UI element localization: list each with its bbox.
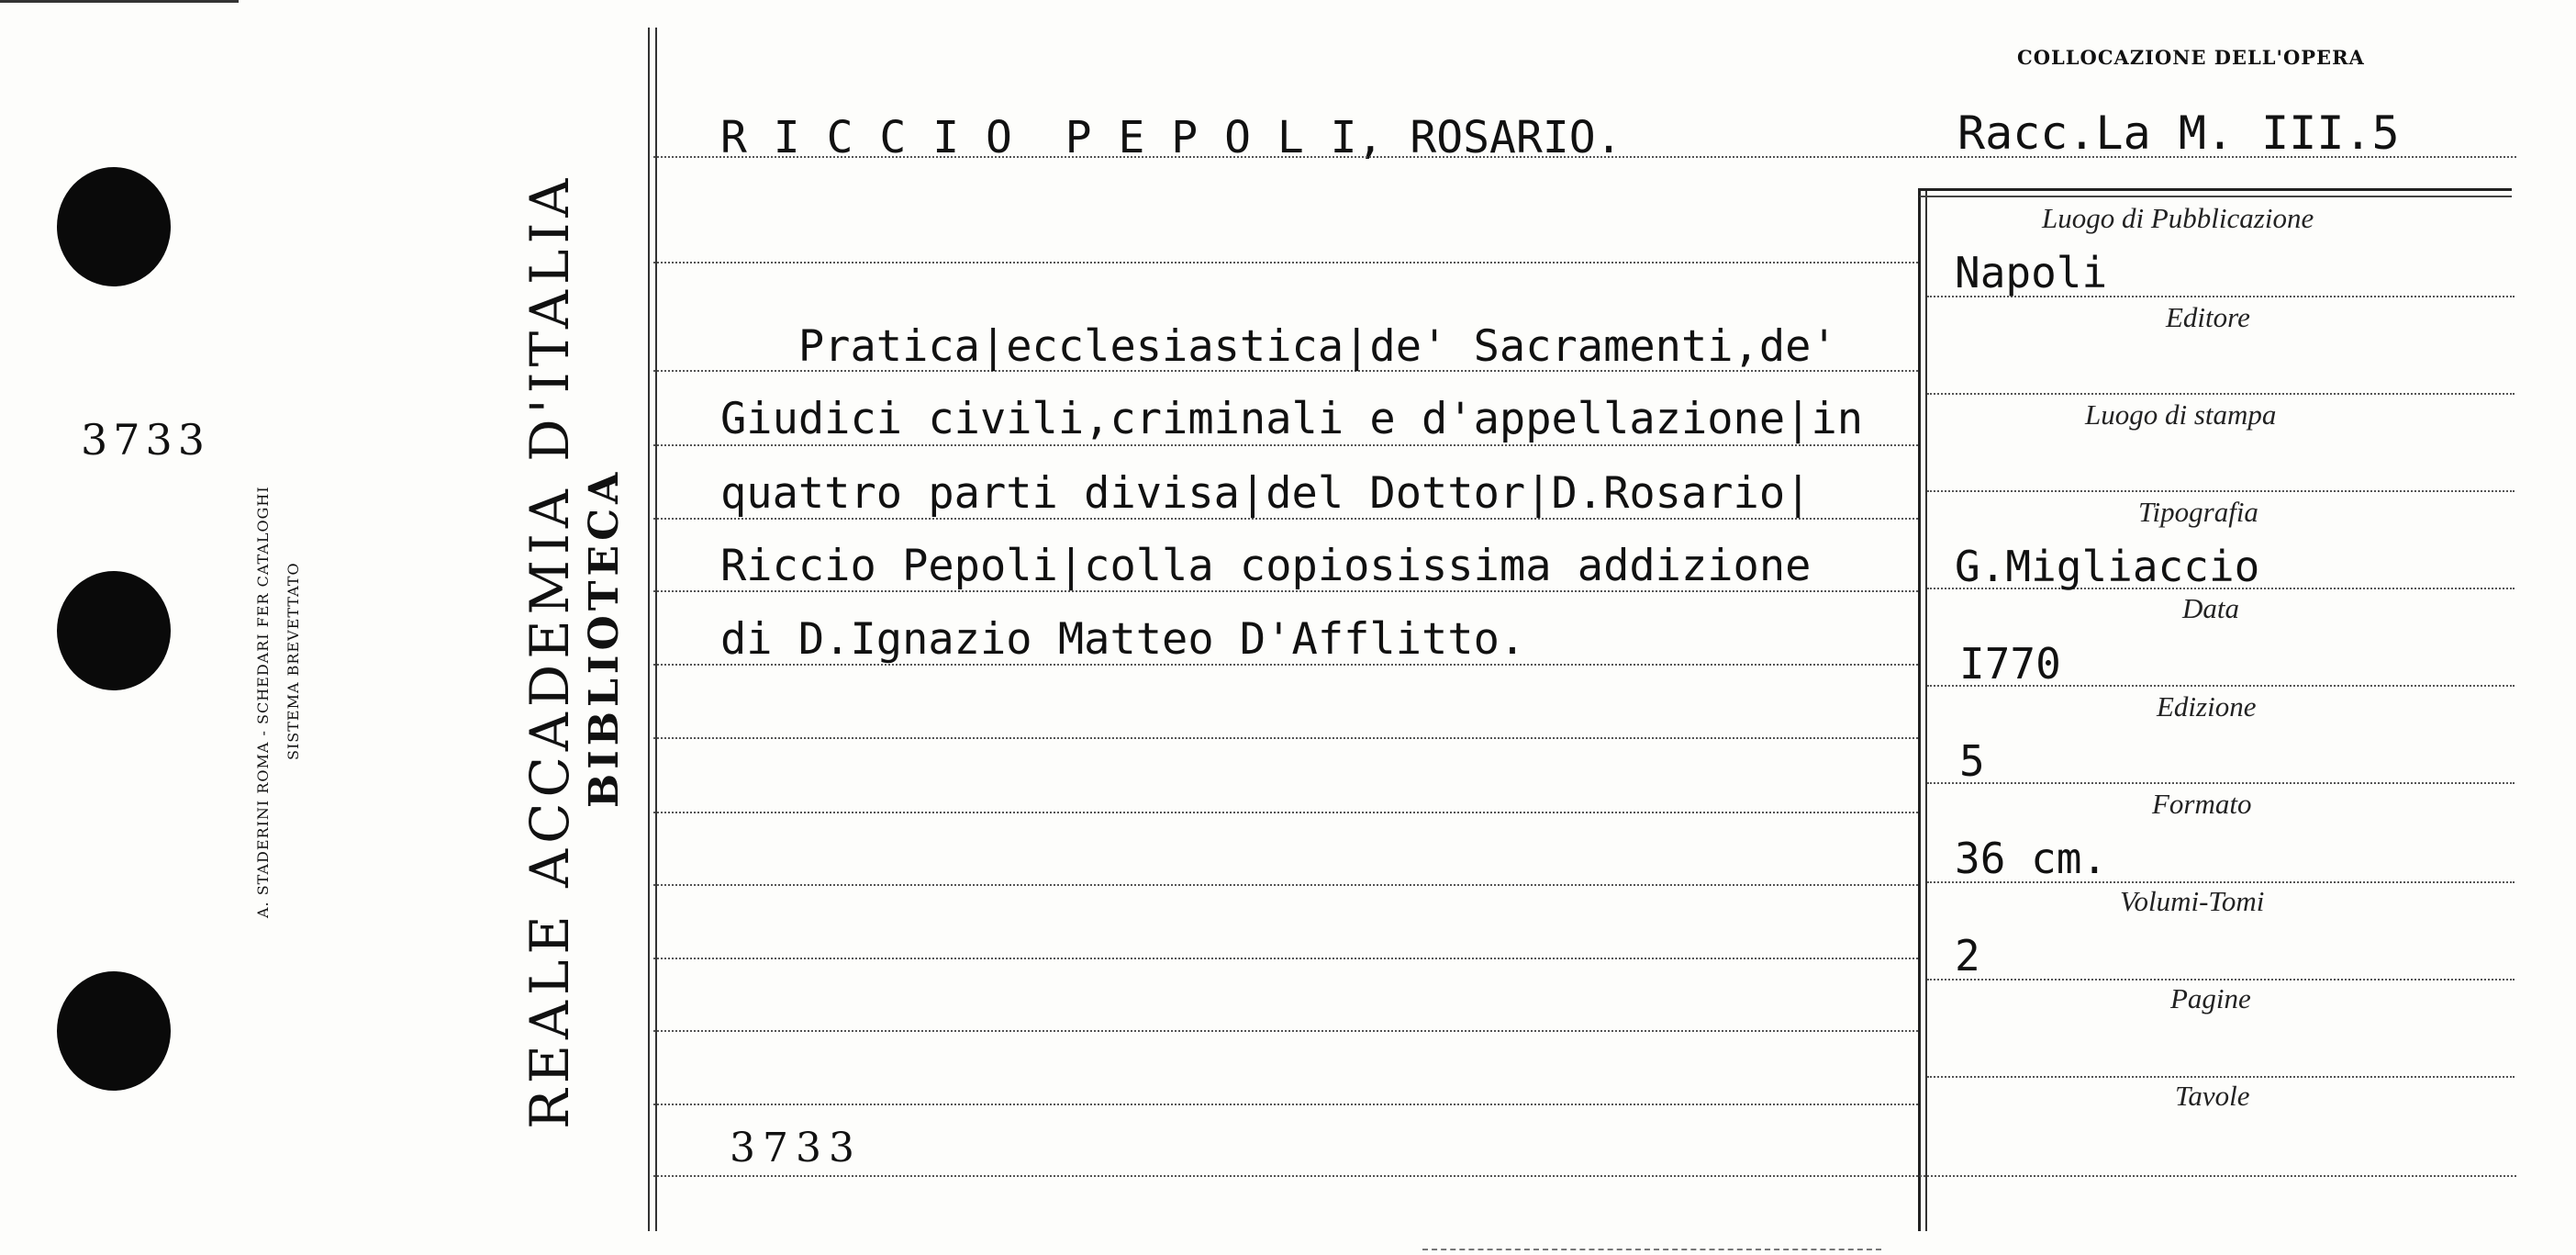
field-value-edizione: 5	[1959, 736, 1985, 786]
punch-hole-middle	[57, 571, 171, 690]
title-line: quattro parti divisa|del Dottor|D.Rosario|	[720, 468, 1812, 519]
rule-13	[653, 1104, 1918, 1105]
punch-hole-bottom	[57, 971, 171, 1091]
field-column-line	[1918, 188, 1921, 1231]
rule-11	[653, 958, 1918, 959]
printer-imprint-line2: SISTEMA BREVETTATO	[284, 562, 302, 760]
field-label-formato: Formato	[2152, 788, 2252, 820]
library-name: BIBLIOTECA	[581, 467, 628, 808]
field-value-luogo-pubblicazione: Napoli	[1955, 248, 2108, 297]
collocazione-label: COLLOCAZIONE DELL'OPERA	[2017, 46, 2365, 69]
field-value-volumi-tomi: 2	[1955, 931, 1980, 980]
left-border-line-inner	[655, 28, 657, 1231]
rule-2	[653, 262, 1918, 263]
field-rule	[1927, 979, 2515, 980]
printer-imprint-line1: A. STADERINI ROMA - SCHEDARI FER CATALOGHI	[254, 486, 272, 918]
bottom-edge-mark	[1422, 1249, 1881, 1250]
rule-4	[653, 444, 1918, 446]
rule-1	[653, 156, 2516, 158]
field-column-top-rule	[1920, 188, 2512, 191]
title-line: Riccio Pepoli|colla copiosissima addizione	[720, 541, 1812, 591]
field-rule	[1927, 782, 2515, 784]
field-column-line-inner	[1925, 188, 1927, 1231]
field-value-formato: 36 cm.	[1955, 834, 2108, 883]
title-line: di D.Ignazio Matteo D'Afflitto.	[720, 614, 1526, 665]
field-label-tipografia: Tipografia	[2138, 496, 2258, 528]
field-label-tavole: Tavole	[2175, 1080, 2250, 1112]
rule-9	[653, 812, 1918, 813]
field-label-data: Data	[2182, 592, 2239, 624]
field-rule	[1927, 1076, 2515, 1078]
field-value-tipografia: G.Migliaccio	[1955, 542, 2260, 591]
field-rule	[1927, 393, 2515, 395]
left-border-line	[648, 28, 650, 1231]
shelfmark: Racc.La M. III.5	[1957, 106, 2400, 160]
field-value-data: I770	[1959, 639, 2061, 689]
field-label-luogo-pubblicazione: Luogo di Pubblicazione	[2042, 202, 2314, 234]
footer-card-number: 3733	[730, 1125, 862, 1171]
title-line: Giudici civili,criminali e d'appellazione|in	[720, 394, 1864, 444]
field-label-luogo-stampa: Luogo di stampa	[2085, 398, 2277, 431]
rule-10	[653, 884, 1918, 886]
card-number: 3733	[81, 415, 211, 465]
field-label-pagine: Pagine	[2170, 982, 2251, 1014]
title-line: Pratica|ecclesiastica|de' Sacramenti,de'	[720, 321, 1837, 372]
punch-hole-top	[57, 167, 171, 286]
rule-14	[653, 1175, 2516, 1177]
field-column-top-rule-2	[1920, 196, 2512, 197]
field-label-editore: Editore	[2166, 301, 2250, 333]
field-rule	[1927, 490, 2515, 492]
author-heading: R I C C I O P E P O L I, ROSARIO.	[720, 112, 1623, 163]
field-label-edizione: Edizione	[2157, 690, 2257, 723]
top-edge-mark	[0, 0, 239, 3]
field-label-volumi-tomi: Volumi-Tomi	[2120, 885, 2265, 917]
institution-name: REALE ACCADEMIA D'ITALIA	[519, 173, 581, 1129]
rule-12	[653, 1030, 1918, 1032]
rule-8	[653, 737, 1918, 739]
